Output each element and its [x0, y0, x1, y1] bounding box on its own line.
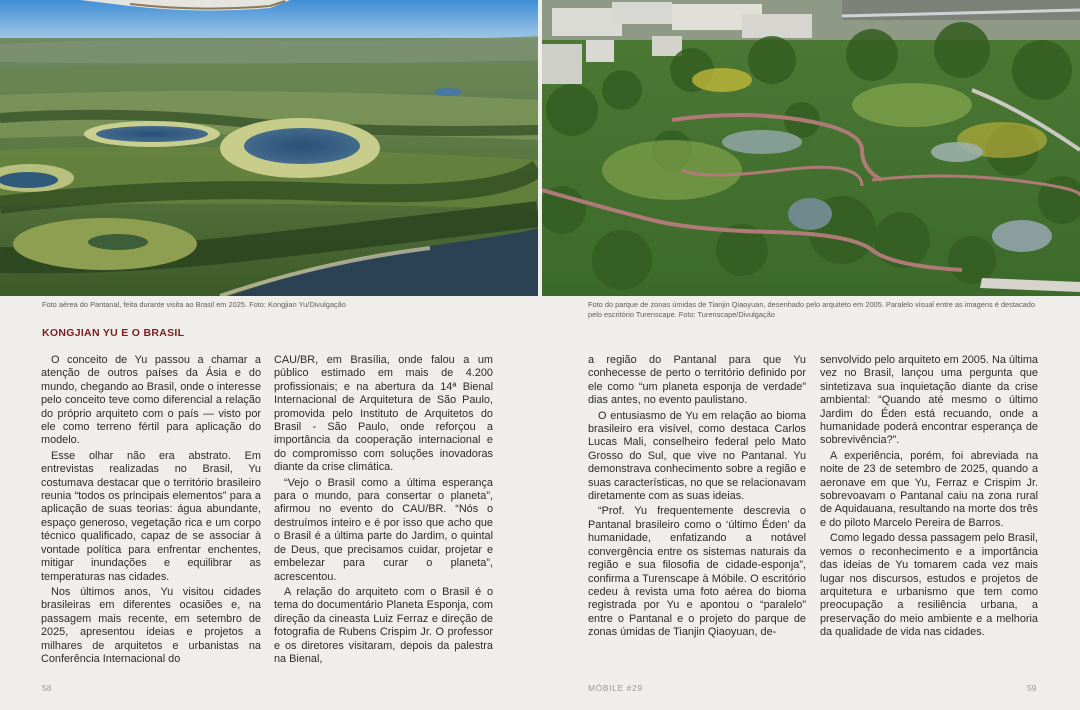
paragraph: Esse olhar não era abstrato. Em entrevistas realizadas no Brasil, Yu costumava destacar que o território brasileiro reunia “todos os principais elementos” para a aplicação de suas teorias: água abundante, espaço generoso, vegetação rica e um corpo técnico qualificado, capaz de se associar à vontade política para enfrentar enchentes, mitigar inundações e equilibrar as temperaturas nas cidades.	[41, 449, 261, 583]
text-column-4	[820, 354, 1038, 642]
section-title: KONGJIAN YU E O BRASIL	[42, 327, 185, 339]
paragraph: Como legado dessa passagem pelo Brasil, vemos o reconhecimento e a importância das ideias de Yu tomarem cada vez mais lugar nos discursos, estudos e projetos de arquitetura e urbanismo que tem como preocupação a resiliência urbana, a preservação do meio ambiente e a melhoria da qualidade de vida nas cidades.	[820, 532, 1038, 639]
paragraph: senvolvido pelo arquiteto em 2005. Na última vez no Brasil, lançou uma pergunta que sintetizava sua inquietação diante da crise ambiental: “Quando até mesmo o último Jardim do Éden está recuando, onde a humanidade poderá encontrar esperança de sobrevivência?”.	[820, 354, 1038, 447]
qiaoyuan-park-photo	[542, 0, 1080, 296]
paragraph: A relação do arquiteto com o Brasil é o tema do documentário Planeta Esponja, com direção da cineasta Luiz Ferraz e direção de fotografia de Rubens Crispim Jr. O professor e os diretores visitaram, depois da palestra na Bienal,	[274, 585, 493, 665]
paragraph: Nos últimos anos, Yu visitou cidades brasileiras em diferentes ocasiões e, na passagem mais recente, em setembro de 2025, apresentou ideias e projetos a milhares de arquitetos e urbanistas na Conferência Internacional do	[41, 585, 261, 665]
paragraph: “Prof. Yu frequentemente descrevia o Pantanal brasileiro como o ‘último Éden’ da humanidade, enfatizando a notável convergência entre os sistemas naturais da região e sua filosofia de cidade-esponja”, confirma a Turenscape à Móbile. O escritório cedeu à revista uma foto aérea do bioma registrada por Yu e apontou o “paralelo” entre o Pantanal e o projeto do parque de zonas úmidas de Tianjin Qiaoyuan, de-	[588, 505, 806, 639]
text-column-3	[588, 354, 806, 642]
paragraph: A experiência, porém, foi abreviada na noite de 23 de setembro de 2025, quando a aeronave em que Yu, Ferraz e Crispim Jr. sobrevoavam o Pantanal caiu na zona rural de Aquidauana, resultando na morte dos três e do piloto Marcelo Pereira de Barros.	[820, 449, 1038, 529]
photo-caption-left: Foto aérea do Pantanal, feita durante visita ao Brasil em 2025. Foto: Kongjian Yu/Divulgação	[42, 300, 346, 309]
paragraph: a região do Pantanal para que Yu conhecesse de perto o território definido por ele como “um planeta esponja de verdade” dias antes, no evento paulistano.	[588, 354, 806, 407]
pantanal-aerial-photo	[0, 0, 538, 296]
paragraph: “Vejo o Brasil como a última esperança para o mundo, para consertar o planeta”, afirmou no evento do CAU/BR. “Nós o destruímos inteiro e é por isso que acho que o Brasil é a última parte do Jardim, o quintal de Deus, que precisamos cuidar, projetar e embelezar para curar o planeta”, acrescentou.	[274, 476, 493, 583]
magazine-issue: MÓBILE #29	[588, 683, 643, 693]
paragraph: CAU/BR, em Brasília, onde falou a um público estimado em mais de 4.200 profissionais; e na abertura da 14ª Bienal Internacional de Arquitetura de São Paulo, promovida pelo Instituto de Arquitetos do Brasil - São Paulo, onde reforçou a importância da cooperação internacional e do compromisso com soluções inovadoras diante da crise climática.	[274, 354, 493, 474]
paragraph: O conceito de Yu passou a chamar a atenção de outros países da Ásia e do mundo, chegando ao Brasil, onde o interesse pelo conceito teve como diferencial a relação do próprio arquiteto com o país — visto por ele como terreno fértil para aplicação do modelo.	[41, 354, 261, 447]
paragraph: O entusiasmo de Yu em relação ao bioma brasileiro era visível, como destaca Carlos Lucas Mali, conselheiro federal pelo Mato Grosso do Sul, que vive no Pantanal. Yu demonstrava conhecimento sobre a região e suas características, no que se relacionavam diretamente com as suas ideias.	[588, 409, 806, 503]
text-column-2	[274, 354, 493, 668]
photo-caption-right: Foto do parque de zonas úmidas de Tianjin Qiaoyuan, desenhado pelo arquiteto em 2005. Paralelo visual entre as imagens é destacado pelo escritório Turenscape. Foto: Turenscape/Divulgação	[588, 300, 1036, 319]
page-number-right: 59	[1027, 683, 1037, 693]
page-number-left: 58	[42, 683, 52, 693]
text-column-1	[41, 354, 261, 668]
